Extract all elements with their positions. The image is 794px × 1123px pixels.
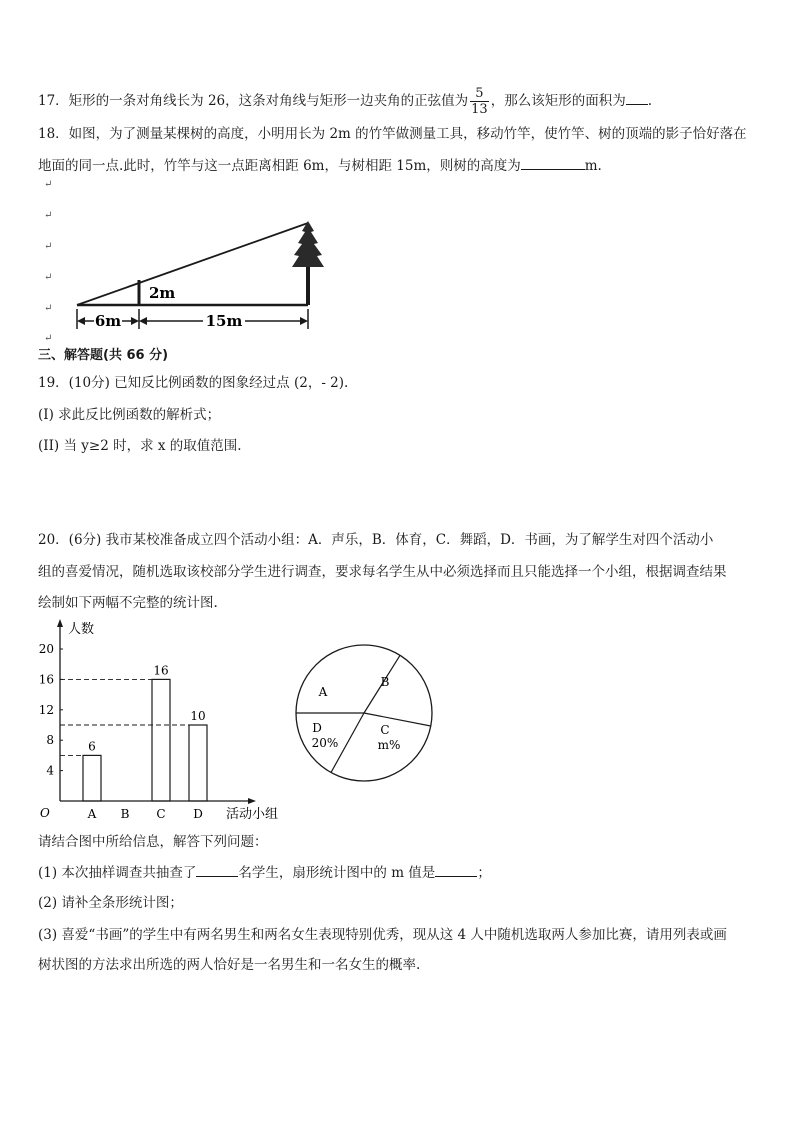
- y-tick-label: 16: [38, 672, 54, 687]
- x-axis-arrow-icon: [248, 798, 256, 804]
- q20-part1-mid: 名学生，扇形统计图中的 m 值是: [238, 865, 436, 881]
- tree-shadow-figure: [60, 195, 340, 345]
- arrow-right-icon: [300, 317, 308, 325]
- y-axis-label: 人数: [68, 622, 95, 637]
- bar-chart: [30, 615, 300, 830]
- q18-line2: [38, 155, 602, 176]
- x-axis-label: 活动小组: [226, 807, 279, 822]
- q20-part3-line1: (3) 喜爱“书画”的学生中有两名男生和两名女生表现特别优秀，现从这 4 人中随机选取两人参加比赛，请用列表或画: [38, 927, 727, 943]
- q18-answer-blank: [521, 155, 585, 170]
- bar-value-label: 10: [190, 709, 206, 723]
- bar-C: [152, 679, 170, 801]
- pie-chart: [285, 640, 445, 805]
- bar-value-label: 16: [153, 663, 169, 678]
- bar-value-label: 6: [88, 739, 96, 754]
- pie-label-B: B: [380, 675, 390, 689]
- q19-line1: 19．(10分) 已知反比例函数的图象经过点 (2，- 2).: [38, 375, 349, 391]
- sight-line: [77, 223, 308, 305]
- q19-part2: (II) 当 y≥2 时，求 x 的取值范围.: [38, 438, 242, 454]
- q18-unit: m.: [584, 158, 602, 174]
- y-tick-label: 8: [46, 733, 54, 748]
- q20-part1-text: (1) 本次抽样调查共抽查了: [38, 865, 197, 881]
- pie-slice-boundary: [364, 713, 431, 726]
- arrow-left-icon: [139, 317, 147, 325]
- bar-D: [189, 725, 207, 801]
- q20-part1-end: ；: [477, 865, 491, 881]
- pie-label-A: A: [318, 685, 328, 699]
- q20-blank-count: [196, 862, 238, 877]
- fraction-numerator: 5: [470, 86, 489, 102]
- return-mark: ↵: [44, 303, 53, 314]
- return-mark: ↵: [44, 179, 53, 190]
- return-mark: ↵: [44, 272, 53, 283]
- q18-line2-text: 地面的同一点.此时，竹竿与这一点距离相距 6m，与树相距 15m，则树的高度为: [38, 158, 521, 174]
- q18-line1: 18．如图，为了测量某棵树的高度，小明用长为 2m 的竹竿做测量工具，移动竹竿，使竹竿、树的顶端的影子恰好落在: [38, 126, 747, 142]
- y-tick-label: 20: [38, 642, 54, 656]
- dimension-label-15m: 15m: [205, 312, 243, 330]
- pole-label: 2m: [149, 284, 176, 302]
- q20-line1: 20．(6分) 我市某校准备成立四个活动小组：A．声乐，B．体育，C．舞蹈，D．书画，为了解学生对四个活动小: [38, 532, 714, 548]
- pie-value-C: m%: [377, 738, 401, 752]
- dimension-label-6m: 6m: [94, 312, 122, 330]
- return-mark: ↵: [44, 210, 53, 221]
- pie-label-C: C: [380, 723, 390, 737]
- q20-part2: (2) 请补全条形统计图；: [38, 895, 183, 911]
- q17-text-post: ，那么该矩形的面积为: [490, 93, 626, 109]
- q20-line3: 绘制如下两幅不完整的统计图.: [38, 595, 218, 611]
- category-label: D: [193, 807, 203, 821]
- y-tick-label: 12: [38, 702, 54, 717]
- q19-part1: (I) 求此反比例函数的解析式；: [38, 407, 221, 423]
- y-axis-arrow-icon: [57, 619, 63, 627]
- arrow-right-icon: [131, 317, 139, 325]
- section-heading: 三、解答题(共 66 分): [38, 348, 169, 363]
- q17-end: .: [647, 93, 652, 109]
- return-mark: ↵: [44, 241, 53, 252]
- q17-answer-blank: [626, 90, 648, 105]
- q17-text: 17．矩形的一条对角线长为 26，这条对角线与矩形一边夹角的正弦值为: [38, 93, 469, 109]
- arrow-left-icon: [77, 317, 85, 325]
- question-17: [38, 86, 652, 117]
- q20-part3-line2: 树状图的方法求出所选的两人恰好是一名男生和一名女生的概率.: [38, 957, 421, 973]
- pie-label-D: D: [312, 721, 322, 735]
- fraction-denominator: 13: [471, 102, 488, 117]
- category-label: B: [120, 807, 130, 821]
- y-tick-label: 4: [46, 763, 54, 778]
- q20-part1: [38, 862, 491, 883]
- category-label: A: [87, 807, 97, 821]
- origin-label: O: [40, 806, 50, 820]
- q17-fraction: [470, 86, 489, 117]
- q20-line2: 组的喜爱情况，随机选取该校部分学生进行调查，要求每名学生从中必须选择而且只能选择一个小组，根据调查结果: [38, 564, 727, 580]
- pie-value-D: 20%: [311, 736, 339, 750]
- q20-blank-m: [435, 862, 477, 877]
- category-label: C: [156, 807, 166, 821]
- return-mark: ↵: [44, 333, 53, 344]
- bar-A: [83, 755, 101, 801]
- q20-prompt: 请结合图中所给信息，解答下列问题：: [38, 834, 268, 850]
